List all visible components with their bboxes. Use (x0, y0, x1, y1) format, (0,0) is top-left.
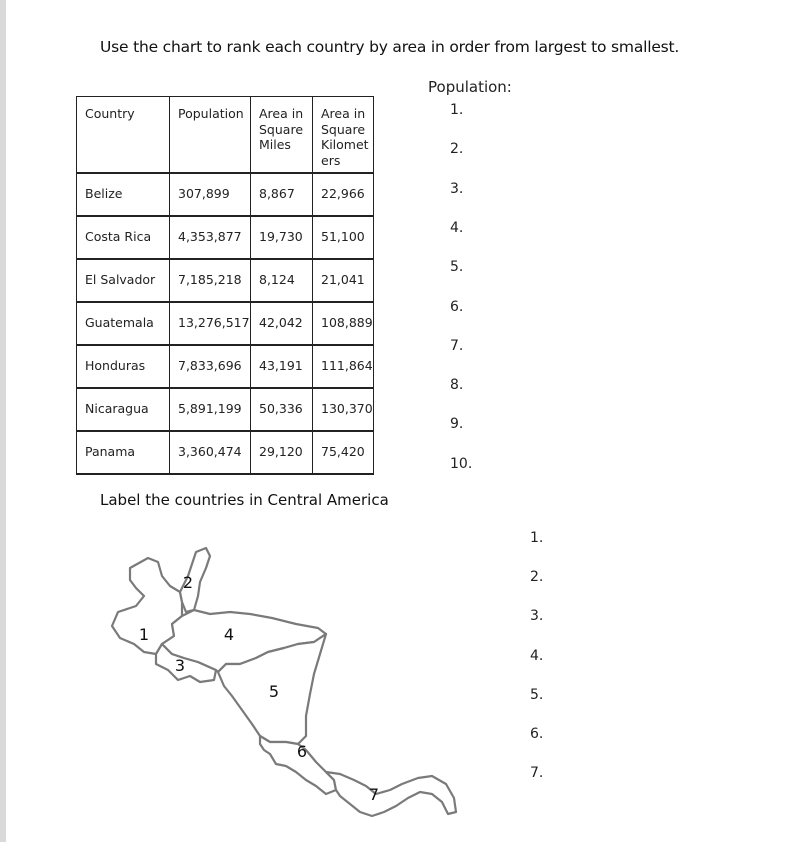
map-heading: Label the countries in Central America (100, 491, 389, 509)
population-rank-item: 8. (450, 377, 464, 394)
map-number-label: 6 (296, 742, 308, 761)
table-row (77, 431, 374, 474)
map-number-label: 4 (223, 625, 235, 644)
cell-area-sq-miles: 43,191 (251, 345, 313, 388)
cell-country: Honduras (77, 345, 170, 388)
panama-shape (326, 772, 456, 816)
map-number-label: 3 (174, 656, 186, 675)
map-answer-item: 3. (530, 608, 544, 625)
header-area-sq-miles: Area in Square Miles (251, 97, 313, 173)
map-number-label: 1 (138, 625, 150, 644)
cell-area-sq-miles: 8,124 (251, 259, 313, 302)
population-rank-item: 2. (450, 141, 464, 158)
map-number-label: 7 (368, 785, 380, 804)
table-header-row (77, 97, 374, 173)
map-answer-item: 6. (530, 726, 544, 742)
table-row (77, 302, 374, 345)
instructions-text: Use the chart to rank each country by area in order from largest to smallest. (100, 38, 680, 56)
cell-population: 307,899 (170, 173, 251, 216)
cell-area-sq-miles: 42,042 (251, 302, 313, 345)
cell-area-sq-miles: 50,336 (251, 388, 313, 431)
cell-country: Guatemala (77, 302, 170, 345)
cell-country: Belize (77, 173, 170, 216)
country-data-table (76, 96, 374, 475)
population-rank-item: 7. (450, 337, 464, 354)
map-number-label: 5 (268, 682, 280, 701)
map-answer-item: 4. (530, 647, 544, 664)
cell-population: 4,353,877 (170, 216, 251, 259)
map-answer-item: 7. (530, 765, 544, 782)
cell-country: Nicaragua (77, 388, 170, 431)
cell-area-sq-km: 75,420 (313, 431, 374, 474)
population-rank-item: 6. (450, 298, 464, 315)
map-answer-item: 1. (530, 530, 544, 546)
header-country: Country (77, 97, 170, 173)
table-row (77, 345, 374, 388)
cell-country: Panama (77, 431, 170, 474)
table-row (77, 173, 374, 216)
cell-area-sq-km: 130,370 (313, 388, 374, 431)
population-rank-item: 9. (450, 416, 464, 433)
table-row (77, 259, 374, 302)
population-rank-item: 3. (450, 180, 464, 197)
central-america-map (100, 540, 480, 830)
cell-area-sq-miles: 29,120 (251, 431, 313, 474)
table-row (77, 388, 374, 431)
cell-area-sq-km: 51,100 (313, 216, 374, 259)
page-left-edge (0, 0, 6, 842)
population-rank-item: 4. (450, 219, 464, 236)
population-rank-item: 10. (450, 455, 473, 472)
population-rank-item: 5. (450, 259, 464, 276)
cell-population: 13,276,517 (170, 302, 251, 345)
cell-population: 5,891,199 (170, 388, 251, 431)
cell-area-sq-miles: 8,867 (251, 173, 313, 216)
population-rank-item: 1. (450, 102, 464, 118)
map-answer-item: 5. (530, 686, 544, 703)
cell-population: 7,185,218 (170, 259, 251, 302)
cell-population: 7,833,696 (170, 345, 251, 388)
cell-area-sq-km: 22,966 (313, 173, 374, 216)
cell-area-sq-km: 108,889 (313, 302, 374, 345)
population-heading: Population: (428, 78, 512, 96)
cell-area-sq-km: 111,864 (313, 345, 374, 388)
cell-population: 3,360,474 (170, 431, 251, 474)
map-number-label: 2 (182, 573, 194, 592)
header-population: Population (170, 97, 251, 173)
table-row (77, 216, 374, 259)
cell-area-sq-km: 21,041 (313, 259, 374, 302)
cell-country: Costa Rica (77, 216, 170, 259)
cell-area-sq-miles: 19,730 (251, 216, 313, 259)
header-area-sq-km: Area in Square Kilomet ers (313, 97, 374, 173)
map-answer-item: 2. (530, 569, 544, 586)
cell-country: El Salvador (77, 259, 170, 302)
